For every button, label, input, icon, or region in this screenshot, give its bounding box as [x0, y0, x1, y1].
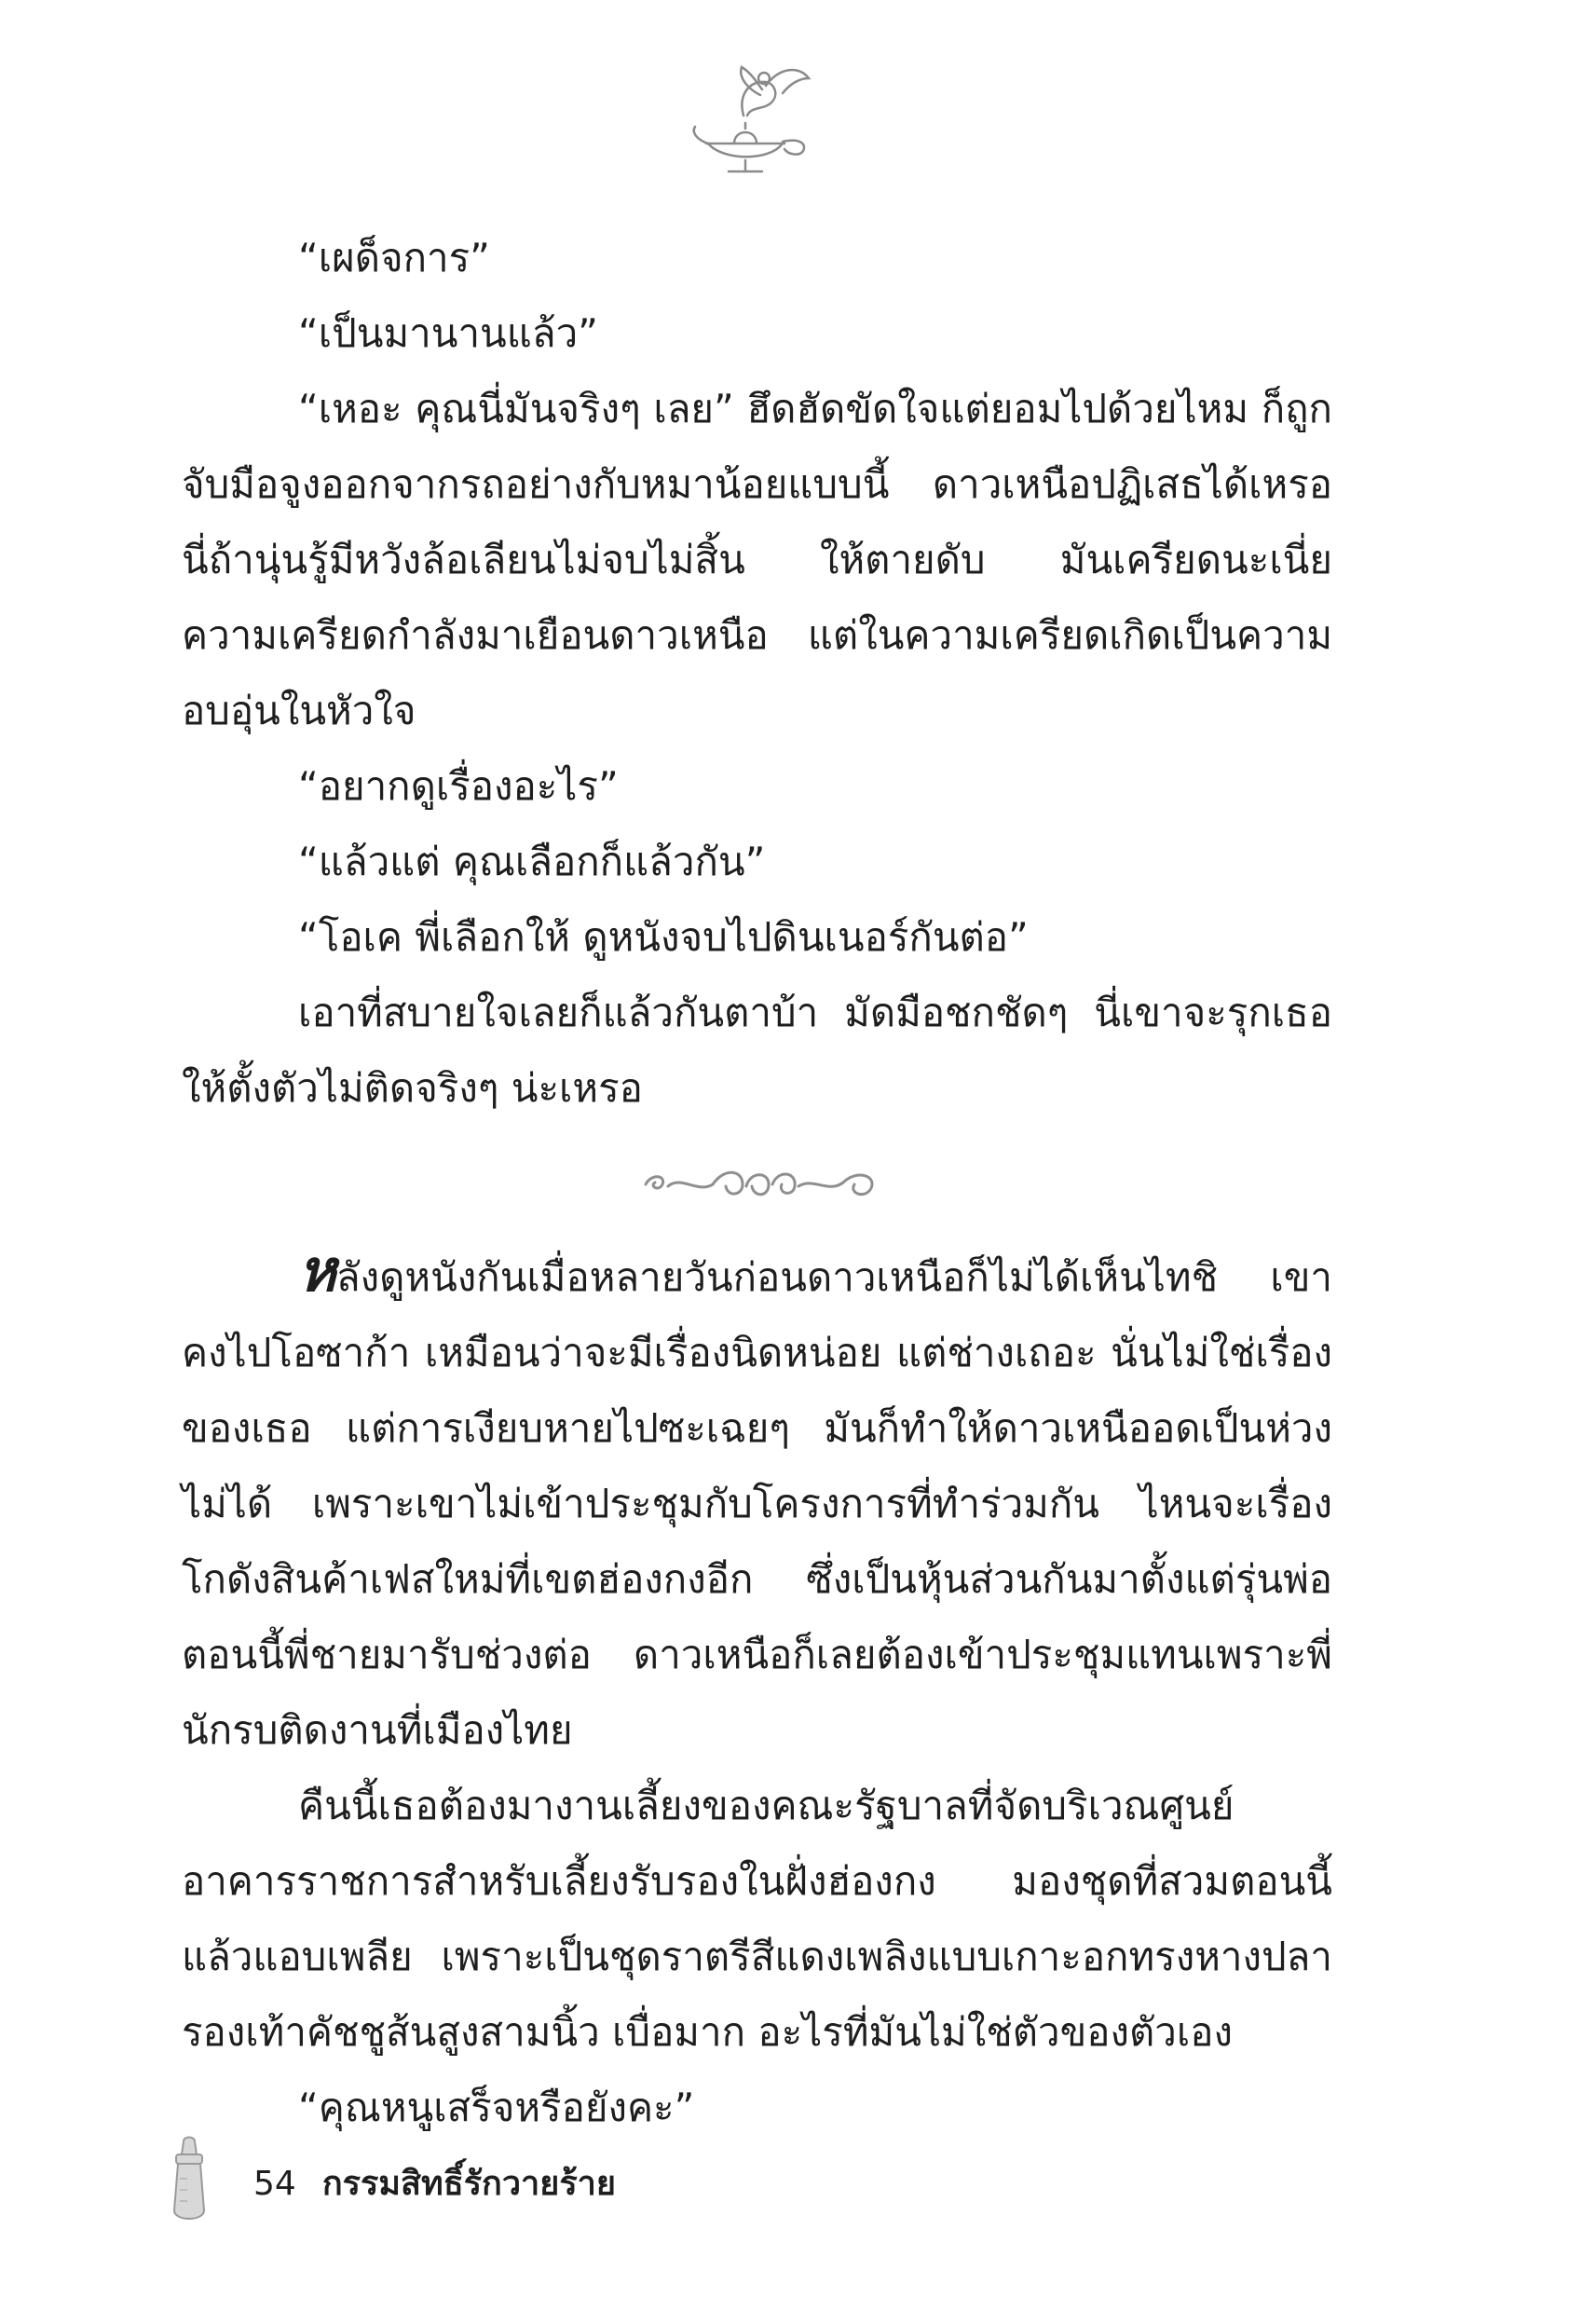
- paragraph: “แล้วแต่ คุณเลือกก็แล้วกัน”: [298, 839, 766, 884]
- drop-cap: ห: [298, 1237, 336, 1305]
- paragraph: “โอเค พี่เลือกให้ ดูหนังจบไปดินเนอร์กันต่อ”: [298, 914, 1029, 960]
- paragraph: “เป็นมานานแล้ว”: [298, 310, 598, 356]
- book-title: กรรมสิทธิ์รักวายร้าย: [321, 2165, 616, 2203]
- lamp-cupid-ornament-icon: [689, 58, 820, 179]
- text-block-1: [182, 220, 1332, 1126]
- text-block-2: [182, 1239, 1332, 2145]
- paragraph: คืนนี้เธอต้องมางานเลี้ยงของคณะรัฐบาลที่จัดบริเวณศูนย์อาคารราชการสำหรับเลี้ยงรับรองในฝั่งฮ่องกง มองชุดที่สวมตอนนี้แล้วแอบเพลีย เพราะเป็นชุดราตรีสีแดงเพลิงแบบเกาะอกทรงหางปลารองเท้าคัชชูส้นสูงสามนิ้ว เบื่อมาก อะไรที่มันไม่ใช่ตัวของตัวเอง: [182, 1783, 1332, 2055]
- paragraph-text: ลังดูหนังกันเมื่อหลายวันก่อนดาวเหนือก็ไม่ได้เห็นไทชิ เขาคงไปโอซาก้า เหมือนว่าจะมีเรื่องนิดหน่อย แต่ช่างเถอะ นั่นไม่ใช่เรื่องของเธอ แต่การเงียบหายไปซะเฉยๆ มันก็ทำให้ดาวเหนืออดเป็นห่วงไม่ได้ เพราะเขาไม่เข้าประชุมกับโครงการที่ทำร่วมกัน ไหนจะเรื่องโกดังสินค้าเฟสใหม่ที่เขตฮ่องกงอีก ซึ่งเป็นหุ้นส่วนกันมาตั้งแต่รุ่นพ่อตอนนี้พี่ชายมารับช่วงต่อ ดาวเหนือก็เลยต้องเข้าประชุมแทนเพราะพี่นักรบติดงานที่เมืองไทย: [182, 1254, 1332, 1753]
- paragraph: “อยากดูเรื่องอะไร”: [298, 763, 619, 809]
- paragraph: “เหอะ คุณนี่มันจริงๆ เลย” ฮึดฮัดขัดใจแต่ยอมไปด้วยไหม ก็ถูกจับมือจูงออกจากรถอย่างกับหมาน้อยแบบนี้ ดาวเหนือปฏิเสธได้เหรอ นี่ถ้านุ่นรู้มีหวังล้อเลียนไม่จบไม่สิ้น ให้ตายดับ มันเครียดนะเนี่ย ความเครียดกำลังมาเยือนดาวเหนือ แต่ในความเครียดเกิดเป็นความอบอุ่นในหัวใจ: [182, 386, 1332, 733]
- page-number: 54: [253, 2165, 296, 2203]
- page-footer: [253, 2162, 616, 2207]
- flourish-divider-icon: [638, 1158, 880, 1210]
- baby-bottle-icon: [163, 2134, 215, 2227]
- paragraph: “คุณหนูเสร็จหรือยังคะ”: [298, 2085, 695, 2130]
- paragraph: [182, 1239, 1332, 1768]
- paragraph: เอาที่สบายใจเลยก็แล้วกันตาบ้า มัดมือชกชัดๆ นี่เขาจะรุกเธอให้ตั้งตัวไม่ติดจริงๆ น่ะเหรอ: [182, 990, 1332, 1111]
- paragraph: “เผด็จการ”: [298, 235, 490, 280]
